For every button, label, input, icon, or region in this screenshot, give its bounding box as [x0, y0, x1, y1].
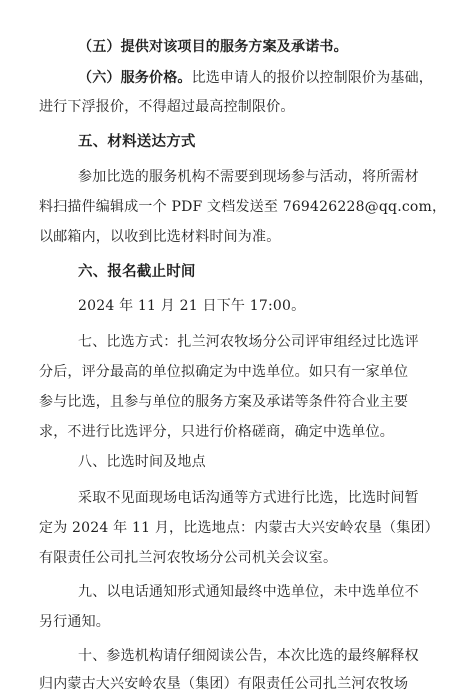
section-7-text-1: 七、比选方式：扎兰河农牧场分公司评审组经过比选评: [78, 334, 419, 350]
section-8-line-1: [78, 489, 419, 507]
section-8-line-2: [39, 519, 439, 537]
section-7-line-2: [39, 363, 408, 381]
section-6-text-1: 2024 年 11 月 21 日下午 17:00。: [78, 298, 306, 314]
section-7-text-3: 参与比选，且参与单位的服务方案及承诺等条件符合业主要: [39, 394, 409, 410]
item-5-text: （五）提供对该项目的服务方案及承诺书。: [78, 39, 348, 55]
section-6-title-text: 六、报名截止时间: [78, 263, 196, 280]
section-5-title: [78, 133, 196, 151]
section-9-text-1: 九、以电话通知形式通知最终中选单位，未中选单位不: [78, 584, 419, 600]
section-10-line-1: [78, 647, 419, 665]
section-5-text-3: 以邮箱内，以收到比选材料时间为准。: [39, 229, 281, 245]
section-10-text-2: 归内蒙古大兴安岭农垦（集团）有限责任公司扎兰河农牧场: [39, 676, 409, 692]
item-6-text: 比选申请人的报价以控制限价为基础，: [191, 70, 434, 86]
section-7-line-4: [39, 423, 394, 441]
item-6-line: [78, 69, 433, 87]
section-6-line-1: [78, 297, 305, 315]
section-5-text-1: 参加比选的服务机构不需要到现场参与活动，将所需材: [78, 169, 419, 185]
item-5-line: [78, 38, 348, 56]
section-5-line-2: [39, 198, 446, 216]
section-9-line-2: [39, 613, 110, 631]
section-8-title-text: 八、比选时间及地点: [78, 454, 206, 470]
section-10-line-2: [39, 675, 408, 693]
item-6-continuation: [39, 98, 295, 116]
section-9-line-1: [78, 583, 419, 601]
section-7-text-2: 分后，评分最高的单位拟确定为中选单位。如只有一家单位: [39, 364, 409, 380]
section-8-text-3: 有限责任公司扎兰河农牧场分公司机关会议室。: [39, 550, 338, 566]
section-5-text-2: 料扫描件编辑成一个 PDF 文档发送至 769426228@qq.com，: [39, 199, 447, 215]
section-5-title-text: 五、材料送达方式: [78, 133, 196, 150]
section-7-line-3: [39, 393, 408, 411]
section-5-line-1: [78, 168, 419, 186]
item-6-cont-text: 进行下浮报价，不得超过最高控制限价。: [39, 99, 295, 115]
section-8-text-2: 定为 2024 年 11 月，比选地点：内蒙古大兴安岭农垦（集团）: [39, 520, 439, 536]
item-6-label: （六）服务价格。: [78, 70, 192, 86]
section-7-text-4: 求，不进行比选评分，只进行价格磋商，确定中选单位。: [39, 424, 394, 440]
section-8-line-3: [39, 549, 337, 567]
section-10-text-1: 十、参选机构请仔细阅读公告，本次比选的最终解释权: [78, 648, 419, 664]
section-6-title: [78, 263, 196, 281]
section-8-text-1: 采取不见面现场电话沟通等方式进行比选，比选时间暂: [78, 490, 419, 506]
section-9-text-2: 另行通知。: [39, 614, 110, 630]
section-7-line-1: [78, 333, 419, 351]
section-5-line-3: [39, 228, 280, 246]
section-8-title: [78, 453, 206, 471]
